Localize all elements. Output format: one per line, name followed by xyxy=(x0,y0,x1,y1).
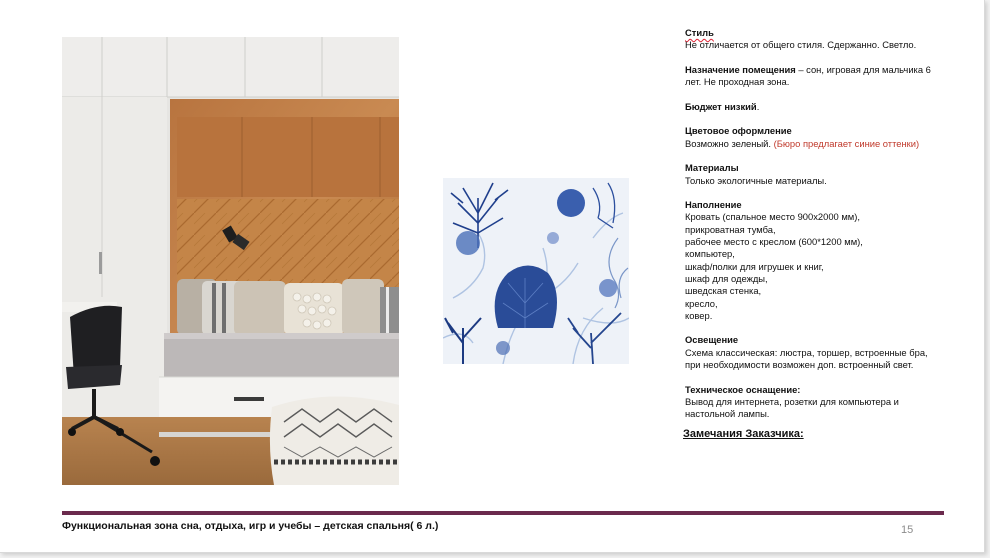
budget-heading: Бюджет низкий xyxy=(685,100,757,112)
filling-item: кресло, xyxy=(685,297,718,309)
design-brief xyxy=(685,27,980,433)
lighting-section xyxy=(685,334,980,371)
tech-text: Вывод для интернета, розетки для компьютера и xyxy=(685,395,899,407)
filling-item: шкаф/полки для игрушек и книг, xyxy=(685,260,824,272)
slide-caption: Функциональная зона сна, отдыха, игр и учебы – детская спальня( 6 л.) xyxy=(62,520,439,532)
purpose-text-2: лет. Не проходная зона. xyxy=(685,76,790,88)
materials-section xyxy=(685,162,980,187)
color-text: Возможно зеленый. xyxy=(685,137,774,149)
style-section xyxy=(685,27,980,52)
fabric-swatch xyxy=(443,178,629,364)
purpose-heading: Назначение помещения xyxy=(685,63,796,75)
lighting-text: Схема классическая: люстра, торшер, встроенные бра, xyxy=(685,346,928,358)
materials-heading: Материалы xyxy=(685,162,739,174)
filling-item: ковер. xyxy=(685,309,713,321)
bedroom-illustration xyxy=(62,37,399,485)
lighting-heading: Освещение xyxy=(685,334,739,346)
filling-item: рабочее место с креслом (600*1200 мм), xyxy=(685,236,863,248)
filling-item: компьютер, xyxy=(685,248,735,260)
filling-item: прикроватная тумба, xyxy=(685,223,776,235)
filling-item: шкаф для одежды, xyxy=(685,272,768,284)
filling-item: шведская стенка, xyxy=(685,285,762,297)
lighting-text-2: при необходимости возможен доп. встроенный свет. xyxy=(685,359,914,371)
coral-pattern-illustration xyxy=(443,178,629,364)
tech-heading: Техническое оснащение: xyxy=(685,383,801,395)
tech-text-2: настольной лампы. xyxy=(685,408,770,420)
budget-tail: . xyxy=(756,100,760,112)
color-note: (Бюро предлагает синие оттенки) xyxy=(773,137,920,149)
filling-heading: Наполнение xyxy=(685,199,742,211)
filling-section xyxy=(685,199,980,322)
color-heading: Цветовое оформление xyxy=(685,125,792,137)
purpose-text: – сон, игровая для мальчика 6 xyxy=(795,63,931,75)
style-text: Не отличается от общего стиля. Сдержанно. Светло. xyxy=(685,39,917,51)
tech-section xyxy=(685,384,980,421)
footer-divider xyxy=(62,511,944,515)
style-heading: Стиль xyxy=(685,27,714,38)
purpose-section xyxy=(685,64,980,89)
page-number: 15 xyxy=(901,524,914,536)
bedroom-photo xyxy=(62,37,399,485)
client-remarks-heading: Замечания Заказчика: xyxy=(683,428,804,440)
color-section xyxy=(685,125,980,150)
filling-item: Кровать (спальное место 900х2000 мм), xyxy=(685,211,860,223)
budget-section xyxy=(685,101,980,113)
materials-text: Только экологичные материалы. xyxy=(685,174,827,186)
